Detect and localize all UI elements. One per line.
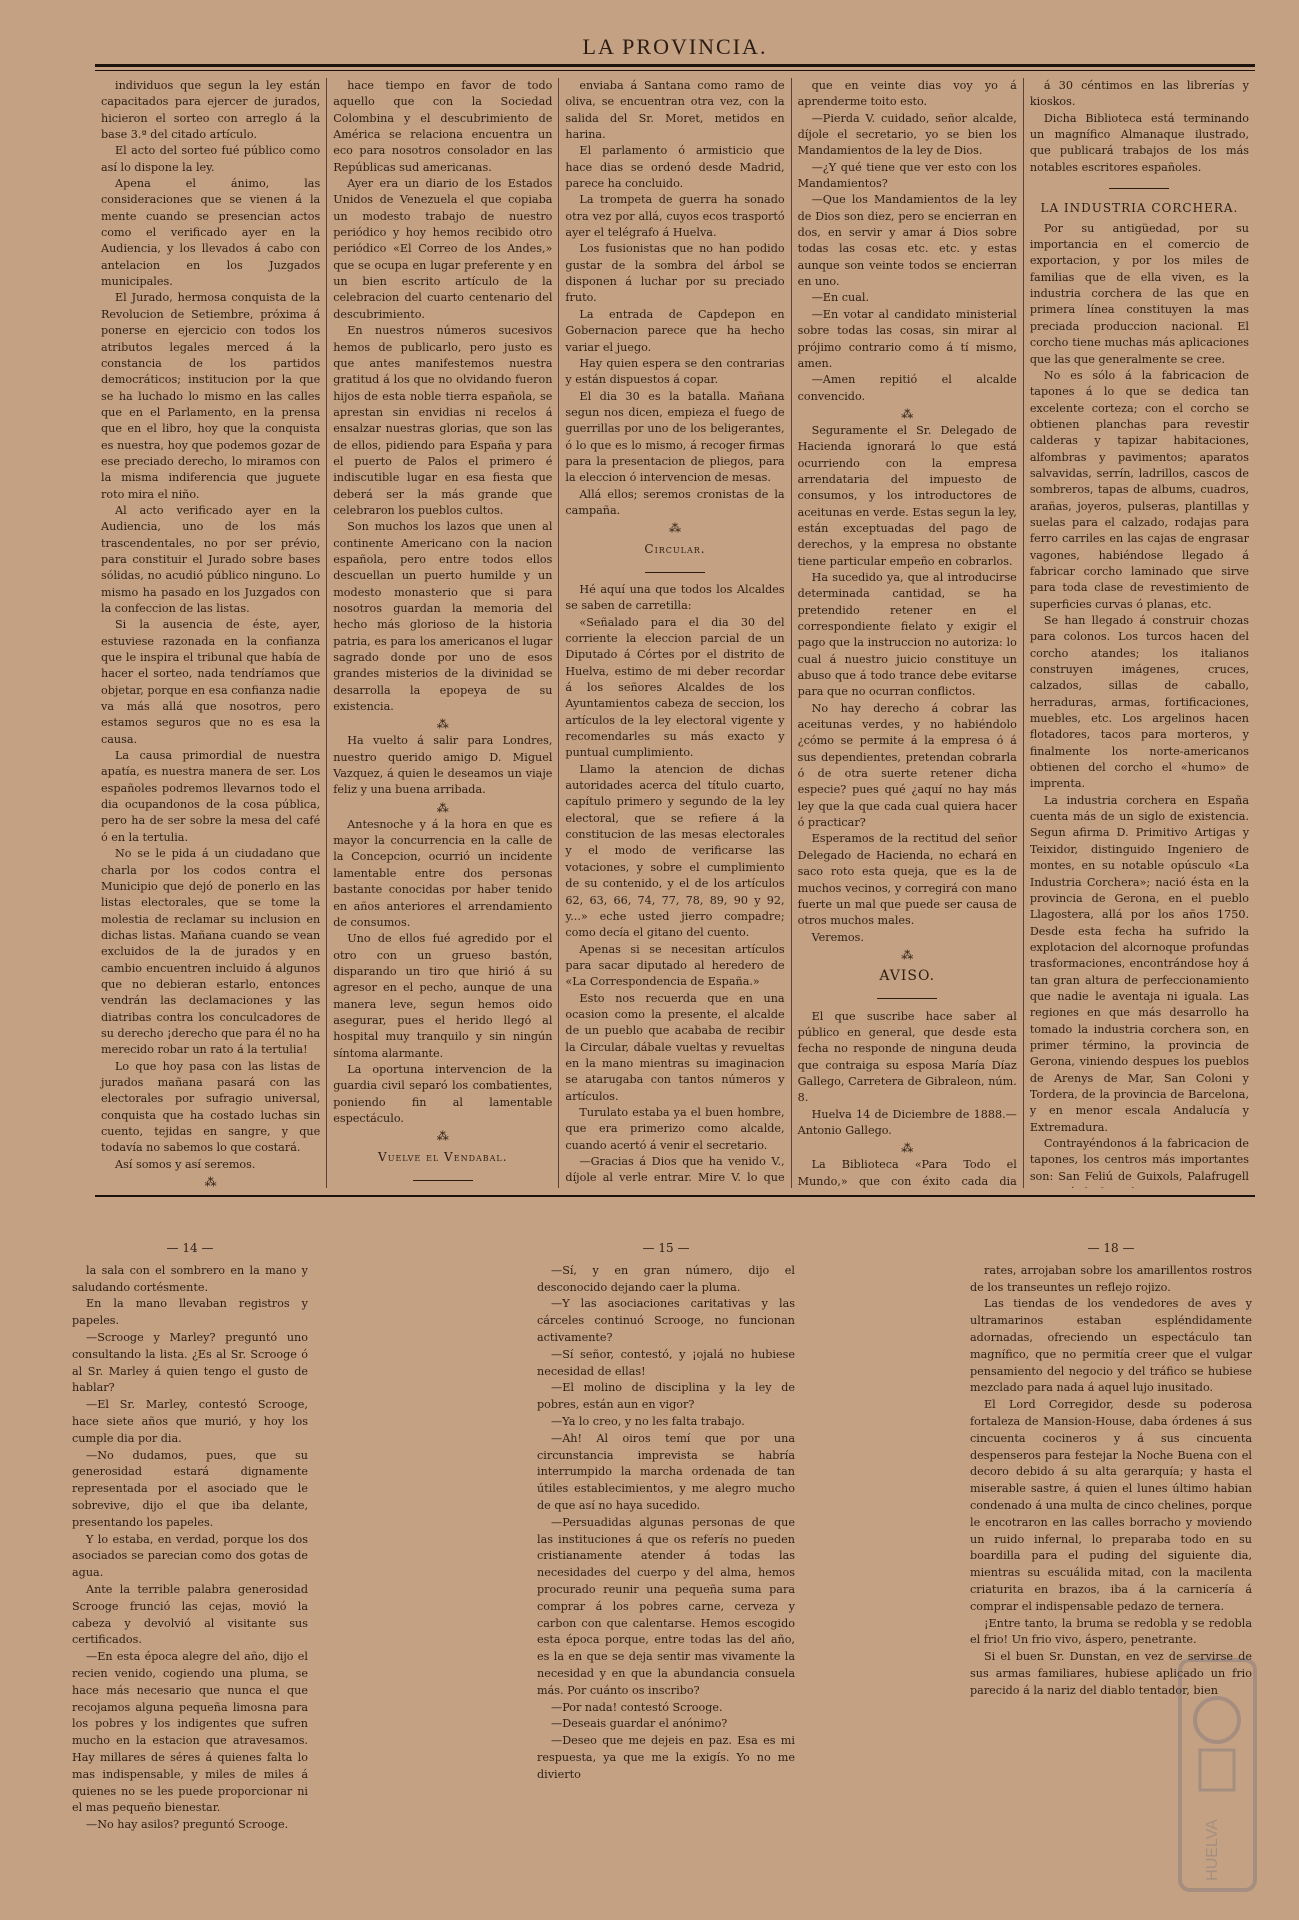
article-paragraph: Se han llegado á construir chozas para colonos. Los turcos hacen del corcho atandes; los italianos construyen imágenes, cruces, calzados, sillas de caballo, herraduras, armas, fortificaciones, muebles, etc. Los argelinos hacen flotadores, tacos para morteros, y finalmente los norte-americanos obtienen del corcho el «humo» de imprenta. bbox=[1029, 614, 1250, 791]
folletin-paragraph: Si el buen Sr. Dunstan, en vez de servirse de sus armas familiares, hubiese aplicado un frio parecido á la nariz del diablo tentador, bien bbox=[970, 1650, 1252, 1697]
article-paragraph: Huelva 14 de Diciembre de 1888.—Antonio Gallego. bbox=[797, 1107, 1017, 1137]
folletin-paragraph: —Y las asociaciones caritativas y las cárceles continuó Scrooge, no funcionan activamente? bbox=[537, 1297, 795, 1344]
article-paragraph: á 30 céntimos en las librerías y kioskos. bbox=[1029, 79, 1250, 109]
folletin-paragraph: Las tiendas de los vendedores de aves y ultramarinos estaban espléndidamente adornadas, ofreciendo un espectáculo tan magnífico, que no permitía creer que el vulgar pensamiento del negocio y del tráfico se hubiese mezclado para nada á aquel lujo inusitado. bbox=[970, 1297, 1252, 1395]
folletin-paragraph: En la mano llevaban registros y papeles. bbox=[72, 1297, 308, 1328]
folletin-paragraph: Y lo estaba, en verdad, porque los dos asociados se parecian como dos gotas de agua. bbox=[72, 1532, 308, 1580]
article-paragraph: No hay derecho á cobrar las aceitunas verdes, y no habiéndolo ¿cómo se permite á la empresa ó á sus dependientes, pretendan cobrarla ó de otra suerte retener dicha especie? pues qué ¿aquí no hay más ley que la que cada cual quiera hacer ó practicar? bbox=[797, 701, 1017, 830]
article-paragraph: «Señalado para el dia 30 del corriente la eleccion parcial de un Diputado á Córtes por el distrito de Huelva, estimo de mi deber recordar á los señores Alcaldes de los Ayuntamientos cabeza de seccion, los artículos de la ley electoral vigente y recomendarles su más exacto y puntual cumplimiento. bbox=[565, 615, 785, 760]
article-paragraph: El Jurado, hermosa conquista de la Revolucion de Setiembre, próxima á ponerse en ejercicio con todos los atributos legales merced á la constancia de los partidos democráticos; institucion por la que se ha luchado lo mismo en las calles que en el Parlamento, en la prensa que en el libro, hoy que la conquista es nuestra, hoy que podemos gozar de ese preciado derecho, lo miramos con la misma indiferencia que juguete roto mira el niño. bbox=[101, 291, 321, 501]
article-paragraph: La causa primordial de nuestra apatía, es nuestra manera de ser. Los españoles podremos llevarnos todo el dia ocupandonos de la cosa pública, pero ha de ser sobre la mesa del café ó en la tertulia. bbox=[101, 749, 321, 844]
article-paragraph: El parlamento ó armisticio que hace dias se ordenó desde Madrid, parece ha concluido. bbox=[565, 144, 785, 191]
article-paragraph: Uno de ellos fué agredido por el otro con un grueso bastón, disparando un tiro que hirió á su agresor en el pecho, aunque de una manera leve, segun hemos oido asegurar, pues el herido llegó al hospital muy tranquilo y sin ningún síntoma alarmante. bbox=[333, 932, 553, 1060]
asterism-separator-icon: ⁂ bbox=[436, 800, 449, 815]
folletin-paragraph: —Scrooge y Marley? preguntó uno consultando la lista. ¿Es al Sr. Scrooge ó al Sr. Marley á quien tengo el gusto de hablar? bbox=[72, 1330, 308, 1395]
article-paragraph: Ha sucedido ya, que al introducirse determinada cantidad, se ha pretendido retener en el correspondiente fielato y exigir el pago que la instruccion no autoriza: lo cual á nuestro juicio constituye un abuso que á todo trance debe evitarse para que no ocurran conflictos. bbox=[797, 570, 1017, 699]
heading-underline bbox=[798, 988, 1017, 1004]
column-5 bbox=[1023, 78, 1255, 1188]
heading-underline bbox=[565, 562, 784, 578]
folletin-paragraph: la sala con el sombrero en la mano y saludando cortésmente. bbox=[72, 1263, 308, 1294]
article-paragraph: Apenas si se necesitan artículos para sacar diputado al heredero de «La Correspondencia de España.» bbox=[565, 942, 785, 989]
article-paragraph: Apena el ánimo, las consideraciones que se vienen á la mente cuando se presencian actos como el verificado ayer en la Audiencia, y los llevados á cabo con antelacion en los Juzgados municipales. bbox=[101, 177, 321, 289]
article-paragraph: Son muchos los lazos que unen al continente Americano con la nacion española, pero entre todos ellos descuellan un puerto humilde y un modesto monasterio que si para nosotros guardan la memoria del hecho más glorioso de la historia patria, es para los americanos el lugar sagrado donde por uno de esos grandes misterios de la divinidad se desarrolla la epopeya de su existencia. bbox=[333, 520, 553, 714]
folletin-paragraph: ¡Entre tanto, la bruma se redobla y se redobla el frio! Un frio vivo, áspero, penetrante. bbox=[970, 1616, 1252, 1647]
heading-underline bbox=[333, 1170, 552, 1186]
folletin-paragraph: Ante la terrible palabra generosidad Scrooge frunció las cejas, movió la cabeza y devolvió al visitante sus certificados. bbox=[72, 1582, 308, 1647]
asterism-separator-icon: ⁂ bbox=[436, 1129, 449, 1144]
folletin-paragraph: —No dudamos, pues, que su generosidad estará dignamente representada por el asociado que le sobrevive, dijo el que iba delante, presentando los papeles. bbox=[72, 1448, 308, 1529]
article-paragraph: El acto del sorteo fué público como así lo dispone la ley. bbox=[101, 144, 321, 174]
folletin-paragraph: —Deseo que me dejeis en paz. Esa es mi respuesta, ya que me la exigís. Yo no me divierto bbox=[537, 1734, 795, 1781]
folletin-paragraph: —No hay asilos? preguntó Scrooge. bbox=[86, 1818, 289, 1832]
article-paragraph: Los fusionistas que no han podido gustar de la sombra del árbol se disponen á luchar por su preciado fruto. bbox=[565, 242, 785, 305]
article-paragraph: Esto nos recuerda que en una ocasion como la presente, el alcalde de un pueblo que acababa de recibir la Circular, dábale vueltas y revueltas en la mano mientras su imaginacion se atarugaba con tantos números y artículos. bbox=[565, 991, 785, 1103]
folletin-paragraph: —Deseais guardar el anónimo? bbox=[551, 1717, 728, 1731]
article-paragraph: No se le pida á un ciudadano que charla por los codos contra el Municipio que dejó de ponerlo en las listas electorales, que se tome la molestia de reclamar su inclusion en dichas listas. Mañana cuando se vean excluidos de la de jurados y en cambio encuentren incluido á algunos que no debieran estarlo, entonces vendrán las declamaciones y las diatribas contra los conculcadores de su derecho ¡derecho que para él no ha merecido robar un rato á la tertulia! bbox=[101, 847, 321, 1057]
folletin-paragraph: —Sí, y en gran número, dijo el desconocido dejando caer la pluma. bbox=[537, 1263, 795, 1294]
article-paragraph: —En cual. bbox=[811, 291, 869, 305]
section-heading: LA INDUSTRIA CORCHERA. bbox=[1040, 201, 1239, 216]
folletin-paragraph: rates, arrojaban sobre los amarillentos rostros de los transeuntes un reflejo rojizo. bbox=[970, 1263, 1252, 1294]
folletin-page-number: — 15 — bbox=[642, 1241, 690, 1255]
article-paragraph: Si la ausencia de éste, ayer, estuviese razonada en la confianza que le inspira el tribunal que había de hacer el sorteo, nada tendríamos que objetar, porque en esa confianza nadie va más allá que nosotros, pero estamos seguros que no es esa la causa. bbox=[101, 618, 321, 746]
article-paragraph: Llamo la atencion de dichas autoridades acerca del título cuarto, capítulo primero y segundo de la ley electoral, que se refiere á la constitucion de las mesas electorales y el modo de verificarse las votaciones, y sobre el cumplimiento de su contenido, y el de los artículos 62, 63, 66, 74, 77, 78, 89, 90 y 92, y...» eche usted jierro compadre; como decía el gitano del cuento. bbox=[565, 762, 785, 940]
column-3 bbox=[558, 78, 790, 1188]
article-paragraph: Esperamos de la rectitud del señor Delegado de Hacienda, no echará en saco roto esta queja, que es la de muchos vecinos, y corregirá con mano fuerte un mal que puede ser causa de otros muchos males. bbox=[797, 832, 1017, 928]
article-paragraph: La trompeta de guerra ha sonado otra vez por allá, cuyos ecos trasportó ayer el telégrafo á Huelva. bbox=[565, 193, 785, 240]
article-paragraph: —En votar al candidato ministerial sobre todas las cosas, sin mirar al prójimo contrario como á tí mismo, amen. bbox=[797, 307, 1017, 370]
article-paragraph: Seguramente el Sr. Delegado de Hacienda ignorará lo que está ocurriendo con la empresa arrendataria del impuesto de consumos, y los introductores de aceitunas en verde. Estas segun la ley, están exceptuadas del pago de derechos, y la empresa no obstante tiene particular empeño en cobrarlos. bbox=[797, 423, 1017, 568]
article-paragraph: —Gracias á Dios que ha venido V., díjole al verle entrar. Mire V. lo que bbox=[565, 1155, 785, 1185]
article-paragraph: El dia 30 es la batalla. Mañana segun nos dicen, empieza el fuego de guerrillas por uno de los beligerantes, ó lo que es lo mismo, á recoger firmas para la presentacion de pliegos, para la eleccion ó intervencion de mesas. bbox=[565, 389, 785, 485]
folletin-page-14 bbox=[72, 1240, 308, 1900]
article-paragraph: individuos que segun la ley están capacitados para ejercer de jurados, hicieron el sorteo con arreglo á la base 3.ª del citado artículo. bbox=[101, 79, 321, 142]
column-2 bbox=[326, 78, 558, 1188]
article-paragraph: enviaba á Santana como ramo de oliva, se encuentran otra vez, con la salida del Sr. Moret, metidos en harina. bbox=[565, 79, 785, 142]
article-paragraph: La Biblioteca «Para Todo el Mundo,» que con éxito cada dia bbox=[797, 1158, 1017, 1188]
folletin-paragraph: —El Sr. Marley, contestó Scrooge, hace siete años que murió, y hoy los cumple dia por dia. bbox=[72, 1398, 308, 1445]
article-paragraph: —Pierda V. cuidado, señor alcalde, díjole el secretario, yo se bien los Mandamientos de la ley de Dios. bbox=[797, 111, 1017, 158]
asterism-separator-icon: ⁂ bbox=[901, 406, 914, 421]
section-heading: AVISO. bbox=[879, 967, 936, 984]
article-paragraph: La oportuna intervencion de la guardia civil separó los combatientes, poniendo fin al lamentable espectáculo. bbox=[333, 1062, 553, 1125]
folletin-paragraph: —Ah! Al oiros temí que por una circunstancia imprevista se habría interrumpido la marcha ordenada de tan útiles establecimientos, y me alegro mucho de que así no haya sucedido. bbox=[537, 1431, 795, 1512]
folletin-page-15 bbox=[537, 1240, 795, 1900]
asterism-separator-icon: ⁂ bbox=[204, 1175, 217, 1188]
article-paragraph: El que suscribe hace saber al público en general, que desde esta fecha no responde de ninguna deuda que contraiga su esposa María Díaz Gallego, Carretera de Gibraleon, núm. 8. bbox=[797, 1009, 1017, 1105]
folletin-paragraph: —El molino de disciplina y la ley de pobres, están aun en vigor? bbox=[537, 1381, 795, 1412]
asterism-separator-icon: ⁂ bbox=[901, 947, 914, 962]
asterism-separator-icon: ⁂ bbox=[901, 1141, 914, 1156]
folletin-paragraph: —En esta época alegre del año, dijo el recien venido, cogiendo una pluma, se hace más necesario que nunca el que recojamos alguna pequeña limosna para los pobres y los indigentes que sufren mucho en la estacion que atravesamos. Hay millares de séres á quienes falta lo mas indispensable, y miles de miles á quienes no se les puede proporcionar ni el mas pequeño bienestar. bbox=[72, 1650, 308, 1815]
library-stamp-icon bbox=[1170, 1650, 1265, 1900]
article-paragraph: hace tiempo en favor de todo aquello que con la Sociedad Colombina y el descubrimiento de América se relaciona encuentra un eco para nosotros consolador en las Repúblicas sud americanas. bbox=[333, 79, 553, 174]
section-heading: Vuelve el Vendabal. bbox=[378, 1150, 508, 1165]
article-paragraph: Turulato estaba ya el buen hombre, que era primerizo como alcalde, cuando acertó á venir el secretario. bbox=[565, 1105, 785, 1152]
masthead-rule bbox=[95, 64, 1255, 67]
article-paragraph: Dicha Biblioteca está terminando un magnífico Almanaque ilustrado, que publicará trabajos de los más notables escritores españoles. bbox=[1029, 111, 1250, 174]
folletin-paragraph: —Ya lo creo, y no les falta trabajo. bbox=[551, 1414, 745, 1428]
article-paragraph: Ha vuelto á salir para Londres, nuestro querido amigo D. Miguel Vazquez, á quien le deseamos un viaje feliz y una buena arribada. bbox=[333, 734, 553, 797]
article-paragraph: Hé aquí una que todos los Alcaldes se saben de carretilla: bbox=[565, 582, 785, 613]
svg-text:HUELVA: HUELVA bbox=[1204, 1819, 1221, 1881]
article-paragraph: La entrada de Capdepon en Gobernacion parece que ha hecho variar el juego. bbox=[565, 307, 785, 354]
folletin-paragraph: —Sí señor, contestó, y ¡ojalá no hubiese necesidad de ellas! bbox=[537, 1347, 795, 1378]
article-paragraph: Contrayéndonos á la fabricacion de tapones, los centros más importantes son: San Feliú de Guixols, Palafrugell bbox=[1029, 1137, 1250, 1183]
article-paragraph: Así somos y así seremos. bbox=[115, 1157, 256, 1171]
folletin-page-number: — 14 — bbox=[166, 1241, 214, 1255]
article-paragraph: Veremos. bbox=[811, 930, 864, 944]
article-paragraph: Allá ellos; seremos cronistas de la campaña. bbox=[565, 487, 785, 517]
article-paragraph: —Que los Mandamientos de la ley de Dios son diez, pero se encierran en dos, en servir y amar á Dios sobre todas las cosas etc. etc. y estas aunque son veinte todos se encierran en uno. bbox=[797, 193, 1017, 289]
folletin-page-number: — 18 — bbox=[1087, 1241, 1135, 1255]
column-4 bbox=[791, 78, 1023, 1188]
asterism-separator-icon: ⁂ bbox=[436, 717, 449, 732]
article-paragraph: La industria corchera en España cuenta más de un siglo de existencia. Segun afirma D. Primitivo Artigas y Teixidor, distinguido Ingeniero de montes, en su notable opúsculo «La Industria Corchera»; nació ésta en la provincia de Gerona, en el pueblo Llagostera, allá por los años 1750. Desde esta fecha ha sufrido la explotacion del alcornoque profundas trasformaciones, encontrándose hoy á tan gran altura de perfeccionamiento que nadie le aventaja ni iguala. Las regiones en que más desarrollo ha tomado la industria corchera son, en primer término, la provincia de Gerona, viniendo despues los pueblos de Arenys de Mar, San Coloni y Tordera, de la provincia de Barcelona, y en menor escala Andalucía y Extremadura. bbox=[1029, 793, 1250, 1134]
column-1 bbox=[95, 78, 326, 1188]
article-paragraph: En nuestros números sucesivos hemos de publicarlo, pero justo es que antes manifestemos nuestra gratitud á los que no olvidando fueron hijos de esta noble tierra española, se aprestan sin envidias ni recelos á ensalzar nuestras glorias, que son las de ellos, pidiendo para España y para el puerto de Palos el primero é indiscutible lugar en esa fiesta que deberá ser la más grande que celebraron los pueblos cultos. bbox=[333, 324, 553, 517]
article-columns bbox=[95, 78, 1255, 1188]
article-paragraph: Por su antigüedad, por su importancia en el comercio de exportacion, y por los miles de familias que de ella viven, es la industria corchera de las que en primera línea constituyen la mas preciada produccion nacional. El corcho tiene muchas más aplicaciones que las que generalmente se cree. bbox=[1029, 221, 1250, 366]
folletin-paragraph: El Lord Corregidor, desde su poderosa fortaleza de Mansion-House, daba órdenes á sus cincuenta cocineros y á sus cincuenta despenseros para festejar la Noche Buena con el decoro debido á su alta gerarquía; y hasta el miserable sastre, á quien el lunes último habian condenado á una multa de cinco chelines, porque le encotraron en las calles borracho y moviendo un ruido infernal, lo preparaba todo en su boardilla para el puding del siguiente dia, mientras su escuálida mitad, con la macilenta criaturita en brazos, iba á la carnicería á comprar el indispensable pedazo de ternera. bbox=[970, 1398, 1252, 1613]
folletin-divider bbox=[95, 1195, 1255, 1197]
article-paragraph: Ayer era un diario de los Estados Unidos de Venezuela el que copiaba un modesto trabajo de nuestro periódico y hoy hemos recibido otro periódico «El Correo de los Andes,» que se ocupa en lugar preferente y en un bien escrito artículo de la celebracion del cuarto centenario del descubrimiento. bbox=[333, 177, 553, 321]
folletin-paragraph: —Por nada! contestó Scrooge. bbox=[551, 1700, 723, 1714]
masthead-rule-thin bbox=[95, 70, 1255, 71]
article-paragraph: Hay quien espera se den contrarias y están dispuestos á copar. bbox=[565, 356, 785, 387]
article-paragraph: Lo que hoy pasa con las listas de jurados mañana pasará con las electorales por sufragio universal, conquista que ha costado luchas sin cuento, tejidas en sangre, y que todavía no sabemos lo que costará. bbox=[101, 1059, 321, 1155]
folletin-paragraph: —Persuadidas algunas personas de que las instituciones á que os referís no pueden cristianamente atender á todas las necesidades del cuerpo y del alma, hemos procurado reunir una pequeña suma para comprar á los pobres carne, cerveza y carbon con que calentarse. Hemos escogido esta época porque, entre todas las del año, es la en que se deja sentir mas vivamente la necesidad y en que la abundancia consuela más. Por cuánto os inscribo? bbox=[537, 1515, 795, 1697]
article-paragraph: Antesnoche y á la hora en que es mayor la concurrencia en la calle de la Concepcion, ocurrió un incidente lamentable entre dos personas bastante conocidas por haber tenido en años anteriores el arrendamiento de consumos. bbox=[333, 817, 553, 929]
section-heading: Circular. bbox=[644, 542, 706, 557]
heading-underline bbox=[1030, 178, 1249, 194]
masthead-title: LA PROVINCIA. bbox=[582, 34, 768, 59]
article-paragraph: No es sólo á la fabricacion de tapones á lo que se dedica tan excelente corteza; con el corcho se obtienen planchas para revestir calderas y tapizar habitaciones, alfombras y pavimentos; aparatos salvavidas, serrín, ladrillos, cascos de sombreros, tapas de albums, cuadros, arañas, joyeros, pulseras, plantillas y suelas para el calzado, rodajas para ferro carriles en las cajas de engrasar vagones, habiéndose llegado á fabricar corcho laminado que sirve para toda clase de revestimiento de superficies curvas ó planas, etc. bbox=[1029, 368, 1250, 611]
article-paragraph: Al acto verificado ayer en la Audiencia, uno de los más trascendentales, no por ser prévio, para constituir el Jurado sobre bases sólidas, no acudió público ninguno. Lo mismo ha pasado en los Juzgados con la confeccion de las listas. bbox=[101, 503, 321, 615]
article-paragraph: que en veinte dias voy yo á aprenderme toito esto. bbox=[797, 79, 1017, 109]
asterism-separator-icon: ⁂ bbox=[669, 521, 681, 536]
article-paragraph: —¿Y qué tiene que ver esto con los Mandamientos? bbox=[797, 160, 1017, 191]
article-paragraph: —Amen repitió el alcalde convencido. bbox=[797, 373, 1017, 403]
